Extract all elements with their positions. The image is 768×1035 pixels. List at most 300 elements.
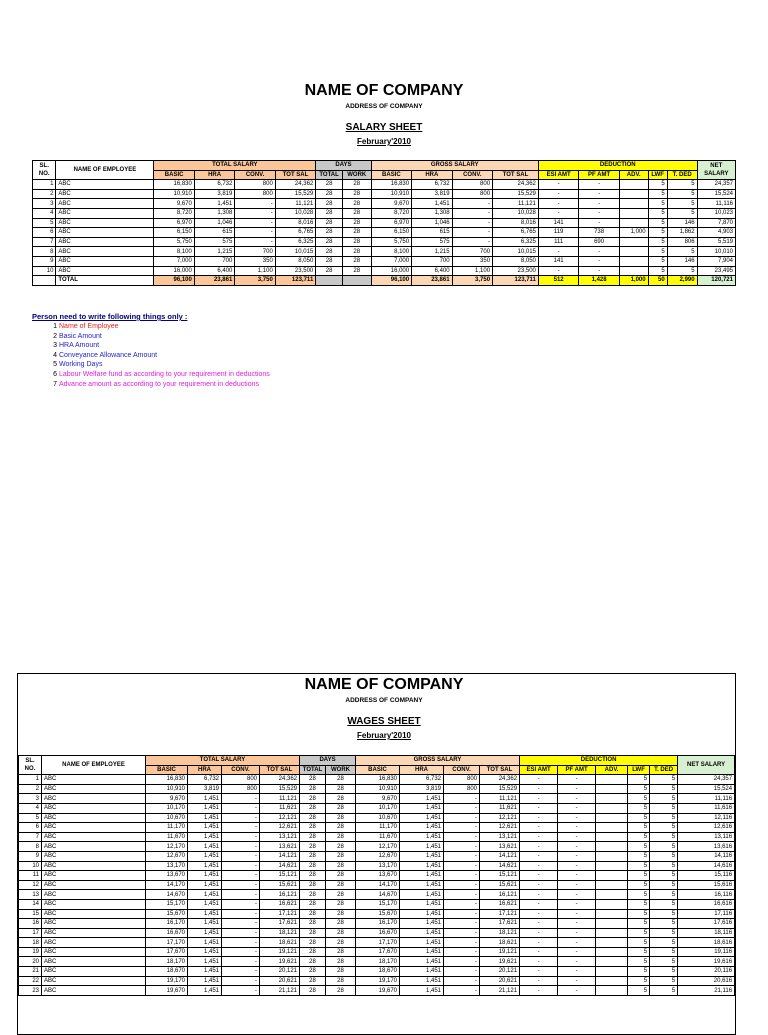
cell-adv	[619, 237, 648, 247]
header-name: NAME OF EMPLOYEE	[56, 161, 154, 180]
cell-gross-tot-sal: 10,015	[493, 247, 539, 257]
cell-gross-hra: 1,451	[400, 986, 444, 996]
cell-gross-tot-sal: 6,325	[493, 237, 539, 247]
cell-tot-sal: 17,121	[260, 909, 300, 919]
cell-conv: -	[235, 218, 275, 228]
cell-basic: 10,170	[146, 803, 188, 813]
cell-gross-hra: 3,819	[400, 784, 444, 794]
cell-tot-sal: 15,529	[260, 784, 300, 794]
header-basic-2: BASIC	[146, 765, 188, 775]
cell-basic: 16,830	[154, 180, 194, 190]
instruction-text: Conveyance Allowance Amount	[59, 351, 158, 359]
cell-gross-conv: -	[444, 947, 480, 957]
cell-days-work: 28	[326, 851, 356, 861]
cell-pf: -	[558, 909, 596, 919]
cell-name: ABC	[42, 880, 146, 890]
cell-esi: -	[520, 938, 558, 948]
cell-gross-hra: 1,451	[400, 842, 444, 852]
header-hra-2: HRA	[188, 765, 222, 775]
cell-days-work: 28	[342, 266, 371, 276]
cell-gross-tot-sal: 18,121	[480, 928, 520, 938]
cell-lwf: 5	[628, 813, 650, 823]
cell-net-salary: 14,116	[678, 851, 735, 861]
cell-gross-hra: 1,451	[400, 871, 444, 881]
cell-sl: 10	[33, 266, 56, 276]
cell-hra: 1,046	[194, 218, 234, 228]
cell-tot-sal: 11,121	[275, 199, 315, 209]
cell-days-work: 28	[342, 237, 371, 247]
cell-conv: 700	[235, 247, 275, 257]
cell-hra: 1,451	[188, 851, 222, 861]
cell-gross-conv: -	[444, 813, 480, 823]
cell-name: ABC	[42, 823, 146, 833]
cell-gross-basic: 17,170	[356, 938, 400, 948]
cell-name: ABC	[42, 957, 146, 967]
cell-gross-hra: 1,451	[400, 890, 444, 900]
cell-gross-tot-sal: 12,621	[480, 823, 520, 833]
cell-gross-tot-sal: 13,121	[480, 832, 520, 842]
company-name: NAME OF COMPANY	[304, 82, 464, 99]
cell-gross-tot-sal: 12,121	[480, 813, 520, 823]
cell-adv	[596, 909, 628, 919]
cell-days-total: 28	[300, 899, 326, 909]
cell-gross-conv: -	[444, 976, 480, 986]
cell-tot-sal: 12,121	[260, 813, 300, 823]
company-address: ADDRESS OF COMPANY	[345, 103, 423, 110]
cell-basic: 10,910	[154, 189, 194, 199]
cell-lwf: 5	[648, 237, 667, 247]
cell-name: ABC	[42, 919, 146, 929]
table-row	[19, 986, 735, 996]
cell-adv	[596, 919, 628, 929]
cell-basic: 13,170	[146, 861, 188, 871]
cell-days-total: 28	[300, 803, 326, 813]
cell-days-work: 28	[326, 832, 356, 842]
cell-days-work: 28	[326, 794, 356, 804]
cell-tot-sal: 11,621	[260, 803, 300, 813]
cell-pf: -	[558, 842, 596, 852]
cell-net-salary: 17,616	[678, 919, 735, 929]
cell-conv: -	[235, 199, 275, 209]
cell-tded: 5	[650, 775, 678, 785]
cell-hra: 1,451	[188, 880, 222, 890]
table-row	[33, 218, 736, 228]
cell-net-salary: 19,116	[678, 947, 735, 957]
cell-days-total: 28	[316, 208, 343, 218]
cell-days-work: 28	[342, 247, 371, 257]
cell-basic: 8,100	[154, 247, 194, 257]
cell-lwf: 5	[648, 189, 667, 199]
cell-pf: -	[558, 832, 596, 842]
instruction-item	[32, 351, 270, 361]
cell-days-total: 28	[316, 199, 343, 209]
table-row	[19, 784, 735, 794]
cell-sl: 16	[19, 919, 42, 929]
cell-esi: -	[538, 208, 578, 218]
cell-basic: 9,670	[146, 794, 188, 804]
cell-net-salary: 120,721	[697, 276, 735, 286]
cell-tded: 5	[650, 938, 678, 948]
cell-days-work	[342, 276, 371, 286]
cell-gross-basic: 18,670	[356, 967, 400, 977]
cell-gross-conv: -	[452, 237, 492, 247]
cell-tded: 1,862	[667, 228, 697, 238]
cell-tot-sal: 10,015	[275, 247, 315, 257]
cell-gross-basic: 6,970	[371, 218, 411, 228]
cell-days-total: 28	[300, 842, 326, 852]
cell-days-total: 28	[316, 237, 343, 247]
cell-days-work: 28	[326, 986, 356, 996]
cell-gross-tot-sal: 23,500	[493, 266, 539, 276]
cell-pf: -	[579, 218, 619, 228]
cell-name: ABC	[56, 199, 154, 209]
cell-adv	[619, 180, 648, 190]
company-address-2: ADDRESS OF COMPANY	[345, 697, 423, 704]
company-name-2: NAME OF COMPANY	[304, 676, 464, 693]
cell-gross-hra: 700	[412, 256, 452, 266]
cell-gross-basic: 14,670	[356, 890, 400, 900]
cell-gross-basic: 19,670	[356, 986, 400, 996]
cell-days-work: 28	[326, 803, 356, 813]
cell-name: ABC	[42, 967, 146, 977]
cell-adv	[596, 823, 628, 833]
cell-pf: -	[579, 189, 619, 199]
cell-days-work: 28	[342, 228, 371, 238]
cell-basic: 13,670	[146, 871, 188, 881]
instruction-number: 3	[53, 342, 57, 350]
table-row	[19, 890, 735, 900]
cell-gross-tot-sal: 19,121	[480, 947, 520, 957]
cell-gross-basic: 16,670	[356, 928, 400, 938]
table-row	[19, 803, 735, 813]
cell-name: ABC	[42, 861, 146, 871]
cell-conv: 800	[235, 189, 275, 199]
cell-gross-basic: 14,170	[356, 880, 400, 890]
cell-tded: 5	[650, 899, 678, 909]
instruction-item	[32, 341, 270, 351]
cell-days-work: 28	[342, 208, 371, 218]
cell-gross-conv: -	[452, 228, 492, 238]
cell-net-salary: 16,116	[678, 890, 735, 900]
cell-pf: -	[558, 938, 596, 948]
cell-esi: -	[520, 823, 558, 833]
cell-basic: 8,720	[154, 208, 194, 218]
cell-gross-tot-sal: 14,121	[480, 851, 520, 861]
cell-sl: 14	[19, 899, 42, 909]
cell-gross-basic: 13,670	[356, 871, 400, 881]
cell-sl: 18	[19, 938, 42, 948]
cell-pf: -	[558, 794, 596, 804]
sheet-title: SALARY SHEET	[345, 122, 423, 133]
cell-hra: 1,451	[188, 794, 222, 804]
cell-conv: 800	[222, 775, 260, 785]
header-deduction-2: DEDUCTION	[520, 756, 678, 766]
cell-net-salary: 10,023	[697, 208, 735, 218]
header-salary-text: SALARY	[704, 171, 729, 178]
table-row	[19, 928, 735, 938]
cell-gross-tot-sal: 15,529	[480, 784, 520, 794]
cell-basic: 16,170	[146, 919, 188, 929]
cell-basic: 15,170	[146, 899, 188, 909]
cell-esi: -	[520, 842, 558, 852]
cell-gross-conv: -	[444, 919, 480, 929]
cell-gross-tot-sal: 15,529	[493, 189, 539, 199]
cell-tded: 5	[650, 976, 678, 986]
cell-gross-conv: 700	[452, 247, 492, 257]
instruction-text: HRA Amount	[59, 342, 100, 350]
cell-gross-tot-sal: 11,121	[480, 794, 520, 804]
cell-sl: 12	[19, 880, 42, 890]
cell-net-salary: 18,116	[678, 928, 735, 938]
cell-hra: 1,451	[188, 976, 222, 986]
cell-lwf: 5	[628, 976, 650, 986]
cell-hra: 3,819	[194, 189, 234, 199]
cell-days-total: 28	[300, 880, 326, 890]
cell-net-salary: 12,616	[678, 823, 735, 833]
cell-basic: 96,100	[154, 276, 194, 286]
cell-tot-sal: 6,325	[275, 237, 315, 247]
cell-net-salary: 24,357	[678, 775, 735, 785]
table-row	[33, 237, 736, 247]
cell-gross-conv: -	[444, 938, 480, 948]
cell-tot-sal: 19,121	[260, 947, 300, 957]
cell-lwf: 5	[648, 228, 667, 238]
cell-gross-hra: 1,451	[400, 832, 444, 842]
cell-esi: -	[538, 199, 578, 209]
cell-gross-conv: -	[444, 986, 480, 996]
cell-esi: -	[520, 832, 558, 842]
cell-gross-tot-sal: 10,028	[493, 208, 539, 218]
cell-pf: -	[579, 199, 619, 209]
cell-name: ABC	[42, 899, 146, 909]
cell-days-work: 28	[326, 947, 356, 957]
cell-gross-hra: 1,451	[412, 199, 452, 209]
cell-days-work: 28	[326, 899, 356, 909]
cell-gross-conv: -	[452, 199, 492, 209]
cell-name: ABC	[56, 218, 154, 228]
cell-gross-hra: 1,451	[400, 919, 444, 929]
cell-pf: -	[558, 784, 596, 794]
cell-conv: -	[222, 823, 260, 833]
cell-days-work: 28	[326, 957, 356, 967]
cell-pf: -	[579, 180, 619, 190]
cell-name: ABC	[42, 775, 146, 785]
cell-esi: -	[520, 899, 558, 909]
cell-esi: 111	[538, 237, 578, 247]
instruction-item	[32, 332, 270, 342]
cell-days-work: 28	[326, 909, 356, 919]
cell-adv	[596, 784, 628, 794]
cell-tot-sal: 20,621	[260, 976, 300, 986]
header-adv-2: ADV.	[596, 765, 628, 775]
cell-tded: 5	[650, 794, 678, 804]
cell-pf: -	[558, 775, 596, 785]
cell-gross-tot-sal: 11,121	[493, 199, 539, 209]
cell-days-work: 28	[326, 813, 356, 823]
cell-hra: 1,451	[188, 967, 222, 977]
cell-days-total: 28	[316, 266, 343, 276]
header-name-2: NAME OF EMPLOYEE	[42, 756, 146, 775]
header-sl-2	[19, 756, 42, 775]
instruction-item	[32, 370, 270, 380]
cell-basic: 10,910	[146, 784, 188, 794]
cell-net-salary: 15,524	[678, 784, 735, 794]
cell-tded: 5	[650, 803, 678, 813]
cell-name: ABC	[42, 938, 146, 948]
header-tot-sal-2: TOT SAL	[260, 765, 300, 775]
cell-gross-tot-sal: 6,765	[493, 228, 539, 238]
cell-conv: -	[222, 947, 260, 957]
cell-adv	[619, 199, 648, 209]
cell-tot-sal: 10,028	[275, 208, 315, 218]
table-row	[19, 919, 735, 929]
cell-gross-conv: -	[452, 208, 492, 218]
cell-net-salary: 11,116	[697, 199, 735, 209]
cell-hra: 1,451	[188, 832, 222, 842]
header-no-text-2: NO.	[24, 766, 36, 773]
cell-basic: 6,150	[154, 228, 194, 238]
cell-conv: -	[222, 957, 260, 967]
cell-pf: -	[558, 976, 596, 986]
cell-lwf: 5	[628, 803, 650, 813]
table-row	[19, 861, 735, 871]
table-row	[33, 199, 736, 209]
cell-gross-conv: -	[444, 899, 480, 909]
cell-pf: -	[579, 208, 619, 218]
cell-lwf: 5	[628, 938, 650, 948]
cell-basic: 11,170	[146, 823, 188, 833]
cell-net-salary: 15,524	[697, 189, 735, 199]
table-row	[19, 957, 735, 967]
header-gross-salary: GROSS SALARY	[371, 161, 538, 171]
cell-esi: -	[520, 871, 558, 881]
cell-name: TOTAL	[56, 276, 154, 286]
table-row	[19, 938, 735, 948]
cell-gross-conv: -	[444, 890, 480, 900]
cell-adv	[596, 899, 628, 909]
cell-days-total: 28	[300, 861, 326, 871]
cell-esi: -	[520, 947, 558, 957]
table-row	[19, 880, 735, 890]
cell-gross-conv: -	[452, 218, 492, 228]
cell-pf: -	[579, 266, 619, 276]
cell-hra: 1,451	[188, 947, 222, 957]
cell-name: ABC	[56, 247, 154, 257]
cell-days-total: 28	[300, 832, 326, 842]
header-tded-2: T. DED	[650, 765, 678, 775]
cell-gross-basic: 11,170	[356, 823, 400, 833]
instruction-item	[32, 380, 270, 390]
cell-gross-basic: 8,720	[371, 208, 411, 218]
cell-conv: -	[222, 871, 260, 881]
cell-hra: 6,732	[188, 775, 222, 785]
cell-pf: 690	[579, 237, 619, 247]
table-row	[33, 266, 736, 276]
cell-gross-conv: -	[444, 880, 480, 890]
cell-tot-sal: 15,121	[260, 871, 300, 881]
cell-sl: 8	[33, 247, 56, 257]
cell-tot-sal: 16,121	[260, 890, 300, 900]
header-days-work-2: WORK	[326, 765, 356, 775]
cell-days-total: 28	[300, 890, 326, 900]
cell-gross-tot-sal: 16,621	[480, 899, 520, 909]
cell-adv	[619, 218, 648, 228]
cell-days-total: 28	[316, 180, 343, 190]
cell-gross-basic: 8,100	[371, 247, 411, 257]
cell-basic: 15,670	[146, 909, 188, 919]
cell-lwf: 5	[628, 986, 650, 996]
cell-basic: 6,970	[154, 218, 194, 228]
cell-days-total: 28	[300, 823, 326, 833]
cell-gross-basic: 6,150	[371, 228, 411, 238]
cell-tded: 5	[650, 928, 678, 938]
table-row	[33, 228, 736, 238]
cell-tot-sal: 23,500	[275, 266, 315, 276]
cell-lwf: 5	[628, 919, 650, 929]
cell-name: ABC	[42, 909, 146, 919]
cell-gross-basic: 12,670	[356, 851, 400, 861]
cell-days-work: 28	[342, 189, 371, 199]
cell-gross-hra: 1,215	[412, 247, 452, 257]
cell-tot-sal: 16,621	[260, 899, 300, 909]
cell-tded: 5	[650, 890, 678, 900]
cell-hra: 1,451	[188, 957, 222, 967]
cell-gross-basic: 10,910	[371, 189, 411, 199]
cell-lwf: 50	[648, 276, 667, 286]
instructions-heading: Person need to write following things only :	[32, 312, 188, 321]
cell-days-total: 28	[300, 976, 326, 986]
cell-tot-sal: 17,621	[260, 919, 300, 929]
table-row	[33, 256, 736, 266]
cell-pf: -	[558, 823, 596, 833]
cell-tot-sal: 14,621	[260, 861, 300, 871]
cell-tot-sal: 8,050	[275, 256, 315, 266]
cell-basic: 10,670	[146, 813, 188, 823]
cell-gross-conv: -	[444, 861, 480, 871]
cell-tded: 2,990	[667, 276, 697, 286]
cell-conv: -	[235, 208, 275, 218]
cell-tot-sal: 12,621	[260, 823, 300, 833]
cell-days-total: 28	[316, 189, 343, 199]
cell-pf: 738	[579, 228, 619, 238]
cell-conv: 1,100	[235, 266, 275, 276]
cell-sl: 5	[19, 813, 42, 823]
cell-gross-hra: 1,451	[400, 794, 444, 804]
cell-days-work: 28	[326, 938, 356, 948]
cell-conv: -	[235, 237, 275, 247]
cell-lwf: 5	[628, 967, 650, 977]
cell-tded: 5	[650, 813, 678, 823]
cell-tded: 5	[650, 842, 678, 852]
header-lwf-2: LWF	[628, 765, 650, 775]
cell-tot-sal: 13,121	[260, 832, 300, 842]
instruction-number: 6	[53, 370, 57, 378]
cell-gross-basic: 16,830	[356, 775, 400, 785]
cell-lwf: 5	[628, 880, 650, 890]
cell-pf: -	[558, 928, 596, 938]
cell-pf: -	[558, 803, 596, 813]
cell-adv	[596, 861, 628, 871]
cell-conv: -	[222, 794, 260, 804]
cell-sl	[33, 276, 56, 286]
header-gross-tot-sal-2: TOT SAL	[480, 765, 520, 775]
cell-pf: -	[558, 890, 596, 900]
header-gross-hra: HRA	[412, 170, 452, 180]
cell-gross-tot-sal: 16,121	[480, 890, 520, 900]
cell-days-total: 28	[300, 957, 326, 967]
cell-adv: 1,000	[619, 228, 648, 238]
cell-sl: 21	[19, 967, 42, 977]
